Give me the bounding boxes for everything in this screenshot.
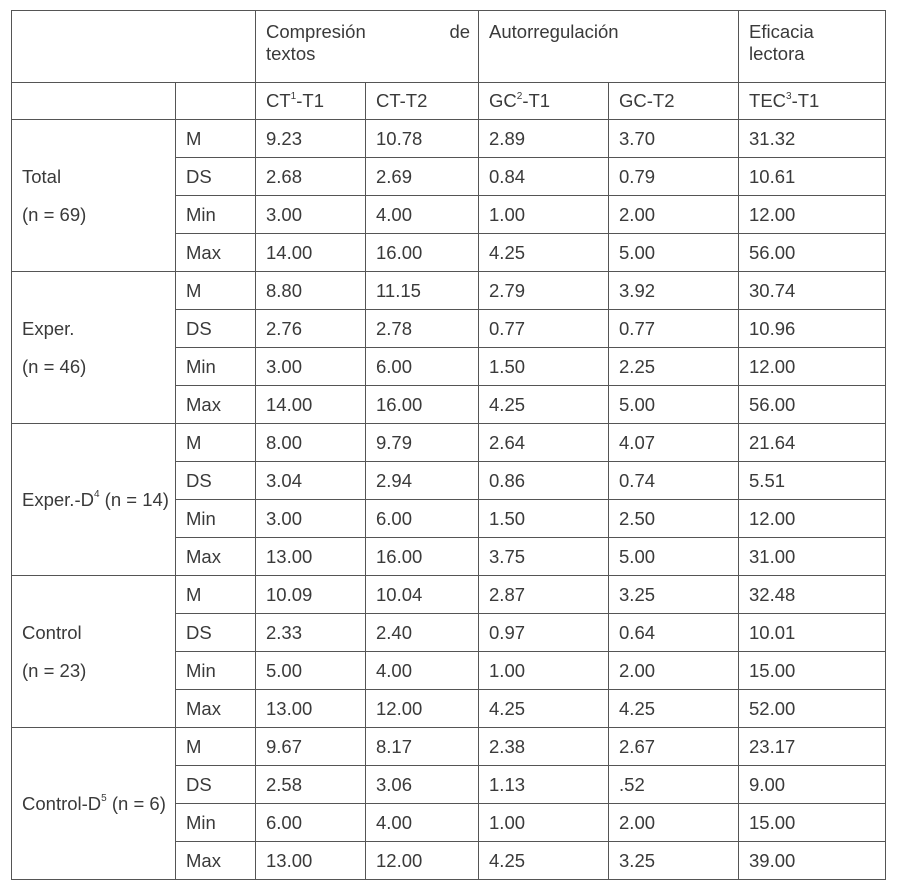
stat-label: M [176, 424, 256, 462]
value-cell: 0.79 [609, 158, 739, 196]
table-row [12, 120, 886, 158]
subheader-cell: CT-T2 [366, 83, 479, 120]
value-cell: 2.64 [479, 424, 609, 462]
value-cell: 10.78 [366, 120, 479, 158]
value-cell: 9.79 [366, 424, 479, 462]
value-cell: 2.69 [366, 158, 479, 196]
value-cell: 5.00 [609, 386, 739, 424]
value-cell: 12.00 [739, 500, 886, 538]
value-cell: 31.00 [739, 538, 886, 576]
group-label-cell [12, 728, 176, 880]
value-cell: 15.00 [739, 652, 886, 690]
group-n: (n = 46) [22, 355, 87, 377]
value-cell: 2.40 [366, 614, 479, 652]
subheader-cell: GC-T2 [609, 83, 739, 120]
table-row [12, 424, 886, 462]
value-cell: 2.00 [609, 196, 739, 234]
value-cell: 1.00 [479, 652, 609, 690]
group-label-cell [12, 272, 176, 424]
value-cell: 1.50 [479, 500, 609, 538]
value-cell: .52 [609, 766, 739, 804]
value-cell: 12.00 [739, 348, 886, 386]
header-corner-cell [12, 11, 256, 83]
value-cell: 2.50 [609, 500, 739, 538]
value-cell: 8.00 [256, 424, 366, 462]
value-cell: 1.13 [479, 766, 609, 804]
value-cell: 4.25 [479, 386, 609, 424]
value-cell: 0.86 [479, 462, 609, 500]
group-n: (n = 23) [22, 659, 87, 681]
value-cell: 2.76 [256, 310, 366, 348]
value-cell: 3.25 [609, 576, 739, 614]
stat-label: M [176, 120, 256, 158]
value-cell: 3.00 [256, 500, 366, 538]
stat-label: Min [176, 804, 256, 842]
value-cell: 4.00 [366, 804, 479, 842]
value-cell: 6.00 [256, 804, 366, 842]
header-eficacia-line2: lectora [749, 43, 805, 64]
value-cell: 13.00 [256, 538, 366, 576]
group-footnote-mark: 5 [101, 793, 107, 805]
value-cell: 14.00 [256, 386, 366, 424]
header-compresion-word2: de [449, 21, 471, 42]
value-cell: 0.77 [479, 310, 609, 348]
value-cell: 2.25 [609, 348, 739, 386]
value-cell: 2.00 [609, 652, 739, 690]
value-cell: 2.58 [256, 766, 366, 804]
value-cell: 4.00 [366, 196, 479, 234]
table-row [12, 728, 886, 766]
group-footnote-mark: 4 [93, 489, 100, 501]
value-cell: 56.00 [739, 386, 886, 424]
descriptive-stats-table [11, 10, 886, 880]
value-cell: 16.00 [366, 538, 479, 576]
group-name: Control-D [22, 792, 102, 814]
stat-label: Max [176, 234, 256, 272]
value-cell: 5.51 [739, 462, 886, 500]
value-cell: 6.00 [366, 348, 479, 386]
subheader-cell: $CT^1-T1$ [256, 83, 366, 120]
value-cell: 12.00 [366, 842, 479, 880]
value-cell: 1.00 [479, 804, 609, 842]
value-cell: 32.48 [739, 576, 886, 614]
value-cell: 16.00 [366, 386, 479, 424]
value-cell: 3.75 [479, 538, 609, 576]
value-cell: 10.01 [739, 614, 886, 652]
value-cell: 8.80 [256, 272, 366, 310]
value-cell: 2.89 [479, 120, 609, 158]
group-n: (n = 69) [22, 203, 87, 225]
value-cell: 2.87 [479, 576, 609, 614]
value-cell: 4.25 [609, 690, 739, 728]
value-cell: 5.00 [609, 538, 739, 576]
value-cell: 13.00 [256, 690, 366, 728]
value-cell: 23.17 [739, 728, 886, 766]
value-cell: 0.97 [479, 614, 609, 652]
value-cell: 31.32 [739, 120, 886, 158]
value-cell: 2.67 [609, 728, 739, 766]
value-cell: 14.00 [256, 234, 366, 272]
group-label-cell [12, 424, 176, 576]
value-cell: 12.00 [366, 690, 479, 728]
value-cell: 4.25 [479, 690, 609, 728]
value-cell: 2.79 [479, 272, 609, 310]
value-cell: 9.23 [256, 120, 366, 158]
value-cell: 30.74 [739, 272, 886, 310]
stat-label: Max [176, 690, 256, 728]
value-cell: 2.68 [256, 158, 366, 196]
value-cell: 15.00 [739, 804, 886, 842]
value-cell: 3.70 [609, 120, 739, 158]
value-cell: 9.00 [739, 766, 886, 804]
subheader-cell: TEC$^3$-T1 [739, 83, 886, 120]
header-eficacia-lectora [739, 11, 886, 83]
header-eficacia-line1: Eficacia [749, 21, 814, 42]
group-name: Control [22, 621, 82, 643]
value-cell: 2.94 [366, 462, 479, 500]
value-cell: 16.00 [366, 234, 479, 272]
subheader-empty-stat [176, 83, 256, 120]
value-cell: 10.96 [739, 310, 886, 348]
group-name: Exper. [22, 317, 75, 339]
value-cell: 1.50 [479, 348, 609, 386]
value-cell: 3.92 [609, 272, 739, 310]
value-cell: 0.74 [609, 462, 739, 500]
value-cell: 21.64 [739, 424, 886, 462]
value-cell: 0.84 [479, 158, 609, 196]
value-cell: 3.25 [609, 842, 739, 880]
value-cell: 6.00 [366, 500, 479, 538]
value-cell: 5.00 [256, 652, 366, 690]
value-cell: 0.64 [609, 614, 739, 652]
value-cell: 5.00 [609, 234, 739, 272]
header-row [12, 11, 886, 83]
table-row [12, 576, 886, 614]
stat-label: DS [176, 462, 256, 500]
group-n: (n = 14) [104, 488, 169, 510]
table-row [12, 272, 886, 310]
subheader-row [12, 83, 886, 120]
stat-label: Min [176, 348, 256, 386]
value-cell: 11.15 [366, 272, 479, 310]
subheader-empty-group [12, 83, 176, 120]
value-cell: 0.77 [609, 310, 739, 348]
value-cell: 52.00 [739, 690, 886, 728]
stat-label: DS [176, 614, 256, 652]
value-cell: 2.38 [479, 728, 609, 766]
stat-label: DS [176, 158, 256, 196]
value-cell: 4.00 [366, 652, 479, 690]
value-cell: 9.67 [256, 728, 366, 766]
value-cell: 3.06 [366, 766, 479, 804]
stat-label: Max [176, 538, 256, 576]
value-cell: 13.00 [256, 842, 366, 880]
value-cell: 3.04 [256, 462, 366, 500]
header-compresion-textos [256, 11, 479, 83]
value-cell: 10.04 [366, 576, 479, 614]
group-n: (n = 6) [111, 792, 166, 814]
stat-label: Min [176, 196, 256, 234]
value-cell: 1.00 [479, 196, 609, 234]
group-label-cell [12, 576, 176, 728]
value-cell: 4.25 [479, 234, 609, 272]
header-autorregulacion-label: Autorregulación [489, 21, 619, 42]
value-cell: 10.61 [739, 158, 886, 196]
stat-label: Min [176, 652, 256, 690]
value-cell: 3.00 [256, 348, 366, 386]
value-cell: 10.09 [256, 576, 366, 614]
value-cell: 8.17 [366, 728, 479, 766]
header-autorregulacion [479, 11, 739, 83]
stat-label: Max [176, 386, 256, 424]
stat-label: DS [176, 766, 256, 804]
value-cell: 56.00 [739, 234, 886, 272]
value-cell: 4.25 [479, 842, 609, 880]
value-cell: 2.00 [609, 804, 739, 842]
stat-label: DS [176, 310, 256, 348]
group-name: Total [22, 165, 62, 187]
subheader-cell: $GC^2-T1$ [479, 83, 609, 120]
group-label-cell [12, 120, 176, 272]
value-cell: 2.78 [366, 310, 479, 348]
value-cell: 3.00 [256, 196, 366, 234]
group-name: Exper.-D [22, 488, 94, 510]
stat-label: Min [176, 500, 256, 538]
stat-label: Max [176, 842, 256, 880]
value-cell: 12.00 [739, 196, 886, 234]
value-cell: 39.00 [739, 842, 886, 880]
stat-label: M [176, 272, 256, 310]
value-cell: 4.07 [609, 424, 739, 462]
header-compresion-word1: Compresión [266, 21, 366, 42]
stat-label: M [176, 728, 256, 766]
value-cell: 2.33 [256, 614, 366, 652]
stat-label: M [176, 576, 256, 614]
header-compresion-word3: textos [266, 43, 316, 64]
